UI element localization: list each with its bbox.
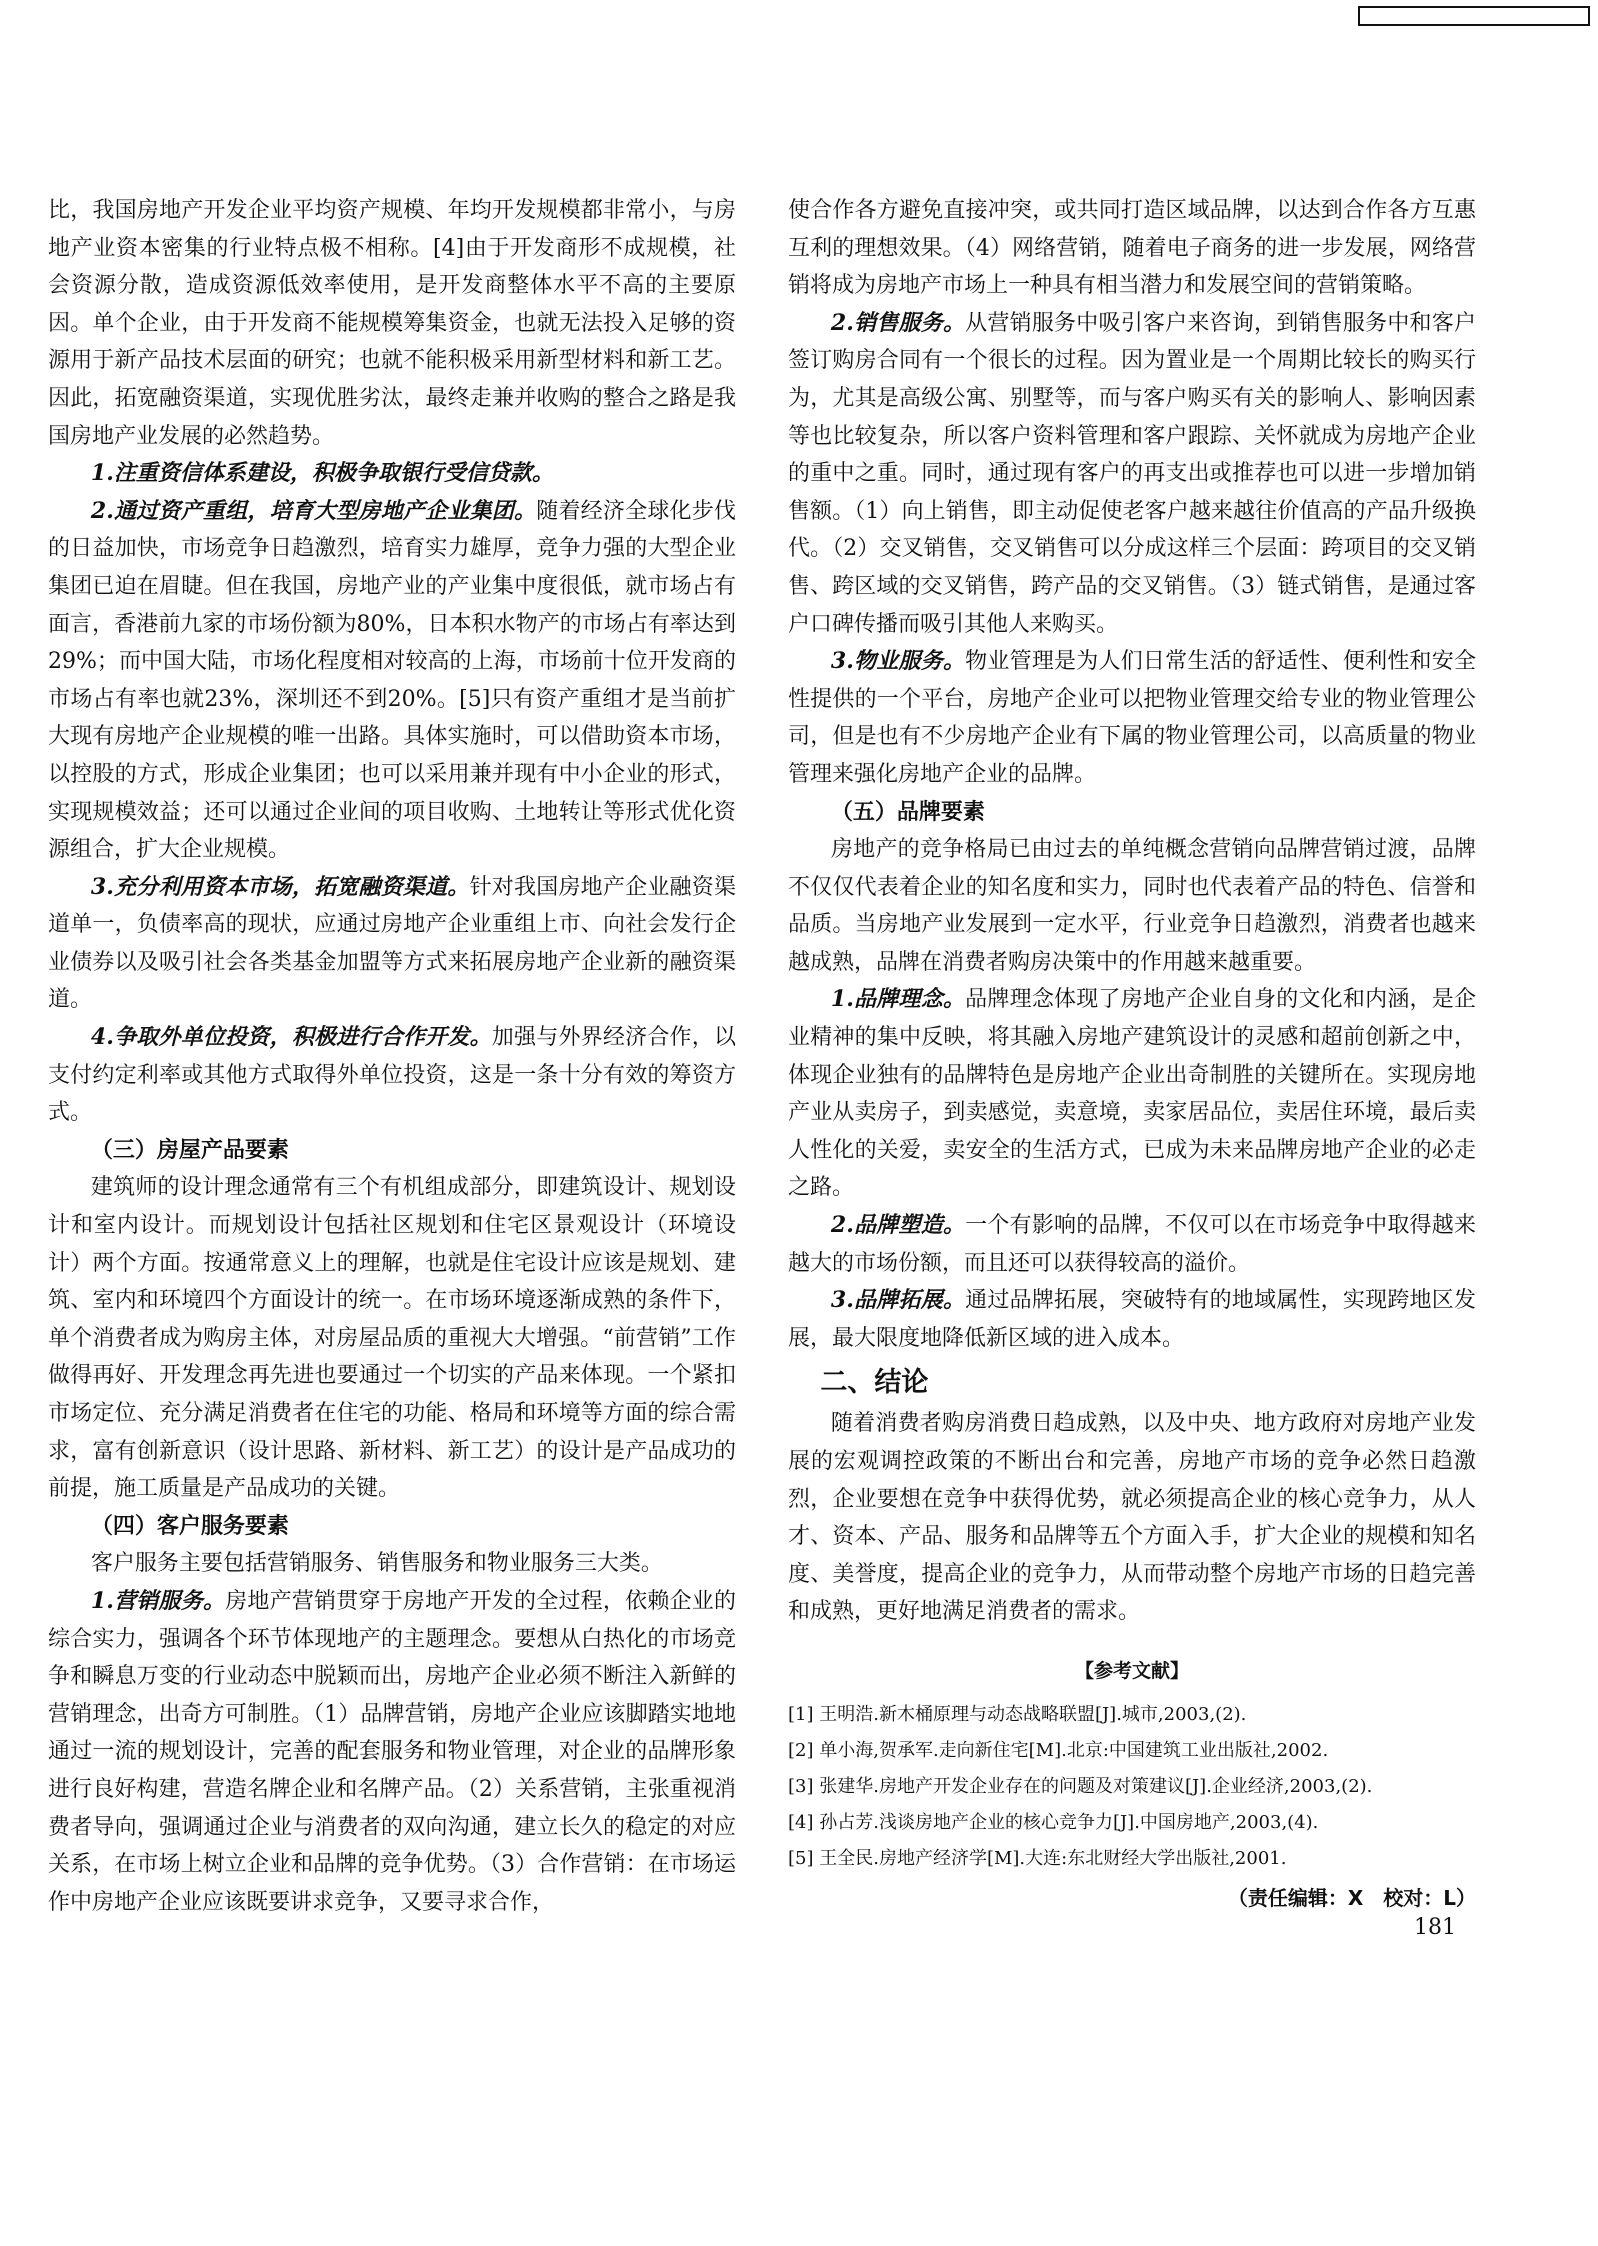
reference-item: [5] 王全民.房地产经济学[M].大连:东北财经大学出版社,2001. <box>788 1847 1287 1869</box>
header-box <box>1358 6 1590 26</box>
reference-item: [3] 张建华.房地产开发企业存在的问题及对策建议[J].企业经济,2003,(2). <box>788 1775 1373 1797</box>
section-heading: （三）房屋产品要素 <box>90 1137 289 1163</box>
conclusion-heading: 二、结论 <box>820 1367 929 1399</box>
page-number: 181 <box>1414 1914 1456 1940</box>
reference-item: [4] 孙占芳.浅谈房地产企业的核心竞争力[J].中国房地产,2003,(4). <box>788 1811 1319 1833</box>
references <box>788 1653 1476 1877</box>
paragraph: 2.通过资产重组，培育大型房地产企业集团。随着经济全球化步伐的日益加快，市场竞争日趋激烈，培育实力雄厚，竞争力强的大型企业集团已迫在眉睫。但在我国，房地产业的产业集中度很低，就市场占有面言，香港前九家的市场份额为80%，日本积水物产的市场占有率达到29%；而中国大陆，市场化程度相对较高的上海，市场前十位开发商的市场占有率也就23%，深圳还不到20%。[5]只有资产重组才是当前扩大现有房地产企业规模的唯一出路。具体实施时，可以借助资本市场，以控股的方式，形成企业集团；也可以采用兼并现有中小企业的形式，实现规模效益；还可以通过企业间的项目收购、土地转让等形式优化资源组合，扩大企业规模。 <box>48 497 736 863</box>
paragraph: 3.品牌拓展。通过品牌拓展，突破特有的地域属性，实现跨地区发展，最大限度地降低新区域的进入成本。 <box>788 1287 1476 1351</box>
paragraph: 4.争取外单位投资，积极进行合作开发。加强与外界经济合作，以支付约定利率或其他方式取得外单位投资，这是一条十分有效的筹资方式。 <box>48 1024 736 1126</box>
subsection-heading: 1.注重资信体系建设，积极争取银行受信贷款。 <box>90 460 554 487</box>
paragraph: 2.品牌塑造。一个有影响的品牌，不仅可以在市场竞争中取得越来越大的市场份额，而且还可以获得较高的溢价。 <box>788 1212 1476 1276</box>
paragraph: 随着消费者购房消费日趋成熟，以及中央、地方政府对房地产业发展的宏观调控政策的不断出台和完善，房地产市场的竞争必然日趋激烈，企业要想在竞争中获得优势，就必须提高企业的核心竞争力，从人才、资本、产品、服务和品牌等五个方面入手，扩大企业的规模和知名度、美誉度，提高企业的竞争力，从而带动整个房地产市场的日趋完善和成熟，更好地满足消费者的需求。 <box>788 1411 1476 1625</box>
paragraph: 1.品牌理念。品牌理念体现了房地产企业自身的文化和内涵，是企业精神的集中反映，将其融入房地产建筑设计的灵感和超前创新之中，体现企业独有的品牌特色是房地产企业出奇制胜的关键所在。实现房地产业从卖房子，到卖感觉，卖意境，卖家居品位，卖居住环境，最后卖人性化的关爱，卖安全的生活方式，已成为未来品牌房地产企业的必走之路。 <box>788 986 1476 1201</box>
paragraph: 3.充分利用资本市场，拓宽融资渠道。针对我国房地产企业融资渠道单一，负债率高的现状，应通过房地产企业重组上市、向社会发行企业债券以及吸引社会各类基金加盟等方式来拓展房地产企业新的融资渠道。 <box>48 873 736 1013</box>
editor-credit: （责任编辑：X 校对：L） <box>1227 1885 1476 1910</box>
references-title: 【参考文献】 <box>1074 1659 1189 1682</box>
paragraph: 使合作各方避免直接冲突，或共同打造区域品牌，以达到合作各方互惠互利的理想效果。（4）网络营销，随着电子商务的进一步发展，网络营销将成为房地产市场上一种具有相当潜力和发展空间的营销策略。 <box>788 198 1476 299</box>
left-column <box>48 192 736 1921</box>
paragraph: 2.销售服务。从营销服务中吸引客户来咨询，到销售服务中和客户签订购房合同有一个很长的过程。因为置业是一个周期比较长的购买行为，尤其是高级公寓、别墅等，而与客户购买有关的影响人、影响因素等也比较复杂，所以客户资料管理和客户跟踪、关怀就成为房地产企业的重中之重。同时，通过现有客户的再支出或推荐也可以进一步增加销售额。（1）向上销售，即主动促使老客户越来越往价值高的产品升级换代。（2）交叉销售，交叉销售可以分成这样三个层面：跨项目的交叉销售、跨区域的交叉销售，跨产品的交叉销售。（3）链式销售，是通过客户口碑传播而吸引其他人来购买。 <box>788 309 1476 637</box>
reference-item: [2] 单小海,贺承军.走向新住宅[M].北京:中国建筑工业出版社,2002. <box>788 1739 1329 1761</box>
paragraph: 房地产的竞争格局已由过去的单纯概念营销向品牌营销过渡，品牌不仅仅代表着企业的知名度和实力，同时也代表着产品的特色、信誉和品质。当房地产业发展到一定水平，行业竞争日趋激烈，消费者也越来越成熟，品牌在消费者购房决策中的作用越来越重要。 <box>788 837 1476 975</box>
paragraph: 3.物业服务。物业管理是为人们日常生活的舒适性、便利性和安全性提供的一个平台，房地产企业可以把物业管理交给专业的物业管理公司，但是也有不少房地产企业有下属的物业管理公司，以高质量的物业管理来强化房地产企业的品牌。 <box>788 648 1476 787</box>
section-heading: （四）客户服务要素 <box>90 1513 289 1539</box>
paragraph: 比，我国房地产开发企业平均资产规模、年均开发规模都非常小，与房地产业资本密集的行业特点极不相称。[4]由于开发商形不成规模，社会资源分散，造成资源低效率使用，是开发商整体水平不高的主要原因。单个企业，由于开发商不能规模筹集资金，也就无法投入足够的资源用于新产品技术层面的研究；也就不能积极采用新型材料和新工艺。因此，拓宽融资渠道，实现优胜劣汰，最终走兼并收购的整合之路是我国房地产业发展的必然趋势。 <box>48 198 736 449</box>
paragraph: 建筑师的设计理念通常有三个有机组成部分，即建筑设计、规划设计和室内设计。而规划设计包括社区规划和住宅区景观设计（环境设计）两个方面。按通常意义上的理解，也就是住宅设计应该是规划、建筑、室内和环境四个方面设计的统一。在市场环境逐渐成熟的条件下，单个消费者成为购房主体，对房屋品质的重视大大增强。“前营销”工作做得再好、开发理念再先进也要通过一个切实的产品来体现。一个紧扣市场定位、充分满足消费者在住宅的功能、格局和环境等方面的综合需求，富有创新意识（设计思路、新材料、新工艺）的设计是产品成功的前提，施工质量是产品成功的关键。 <box>48 1175 736 1502</box>
paragraph: 客户服务主要包括营销服务、销售服务和物业服务三大类。 <box>90 1551 663 1577</box>
paragraph: 1.营销服务。房地产营销贯穿于房地产开发的全过程，依赖企业的综合实力，强调各个环节体现地产的主题理念。要想从白热化的市场竞争和瞬息万变的行业动态中脱颖而出，房地产企业必须不断注入新鲜的营销理念，出奇方可制胜。（1）品牌营销，房地产企业应该脚踏实地地通过一流的规划设计，完善的配套服务和物业管理，对企业的品牌形象进行良好构建，营造名牌企业和名牌产品。（2）关系营销，主张重视消费者导向，强调通过企业与消费者的双向沟通，建立长久的稳定的对应关系，在市场上树立企业和品牌的竞争优势。（3）合作营销：在市场运作中房地产企业应该既要讲求竞争，又要寻求合作， <box>48 1587 736 1915</box>
right-column <box>788 192 1476 1943</box>
section-heading: （五）品牌要素 <box>830 799 985 825</box>
reference-item: [1] 王明浩.新木桶原理与动态战略联盟[J].城市,2003,(2). <box>788 1703 1247 1725</box>
